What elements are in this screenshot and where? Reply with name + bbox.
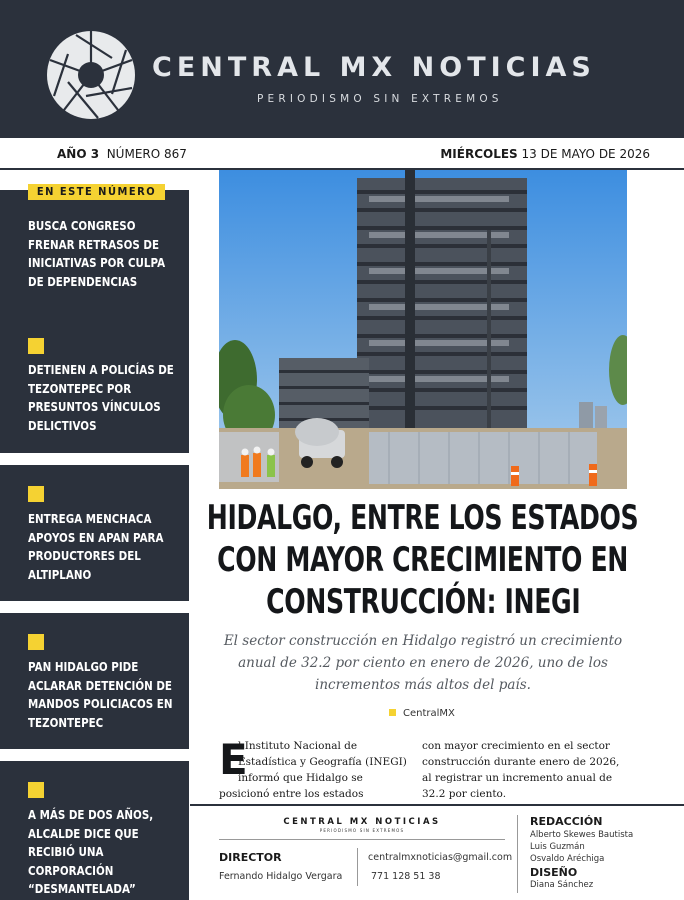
masthead — [0, 0, 684, 138]
headline — [130, 497, 684, 623]
sidebar-item-title: A MÁS DE DOS AÑOS, ALCALDE DICE QUE RECIBIÓ UNA CORPORACIÓN “DESMANTELADA” — [28, 808, 154, 896]
sidebar-item-title: DETIENEN A POLICÍAS DE TEZONTEPEC POR PRESUNTOS VÍNCULOS DELICTIVOS — [28, 363, 174, 433]
diseno-label: DISEÑO — [530, 866, 578, 879]
aperture-logo-icon — [46, 30, 136, 120]
construction-building-photo — [219, 170, 627, 489]
article-body-column-2: con mayor crecimiento en el sector construcción durante enero de 2026, al registrar un incremento anual de 32.2 por ciento. — [422, 740, 620, 800]
redaccion-label: REDACCIÓN — [530, 815, 603, 828]
bullet-square-icon — [28, 634, 44, 650]
sidebar-item[interactable] — [0, 317, 189, 453]
headline-line: CONSTRUCCIÓN: INEGI — [265, 582, 581, 622]
contact-phone[interactable]: 771 128 51 38 — [371, 871, 441, 882]
director-name: Fernando Hidalgo Vergara — [219, 871, 343, 882]
masthead-tagline: PERIODISMO SIN EXTREMOS — [257, 93, 503, 105]
redaccion-name: Luis Guzmán — [530, 842, 585, 852]
article-deck: El sector construcción en Hidalgo registró un crecimiento anual de 32.2 por ciento en enero de 2026, uno de los incrementos más altos del país. — [223, 633, 623, 693]
sidebar-item-title: PAN HIDALGO PIDE ACLARAR DETENCIÓN DE MANDOS POLICIACOS EN TEZONTEPEC — [28, 660, 173, 730]
contact-email[interactable]: centralmxnoticias@gmail.com — [368, 852, 513, 863]
footer-tagline: PERIODISMO SIN EXTREMOS — [319, 828, 405, 833]
footer-divider — [357, 848, 358, 886]
body-text: l Instituto Nacional de Estadística y Geografía (INEGI) informó que Hidalgo se posicionó entre los estados — [219, 740, 407, 800]
sidebar-section-label: EN ESTE NÚMERO — [28, 184, 165, 200]
issue-year: AÑO 3 — [57, 147, 100, 161]
sidebar-item-title: ENTREGA MENCHACA APOYOS EN APAN PARA PRODUCTORES DEL ALTIPLANO — [28, 512, 164, 582]
bullet-square-icon — [28, 486, 44, 502]
article-source — [389, 708, 455, 719]
issue-date-text: 13 DE MAYO DE 2026 — [521, 147, 650, 161]
bullet-square-icon — [389, 709, 396, 716]
sidebar-item[interactable] — [0, 190, 189, 326]
diseno-name: Diana Sánchez — [530, 880, 594, 890]
headline-line: HIDALGO, ENTRE LOS ESTADOS — [207, 498, 639, 538]
source-name: CentralMX — [403, 708, 455, 719]
issue-date — [440, 147, 650, 161]
issue-bar — [0, 138, 684, 170]
bullet-square-icon — [28, 338, 44, 354]
sidebar-item[interactable] — [0, 761, 189, 900]
issue-number: NÚMERO 867 — [106, 147, 187, 161]
footer-divider — [517, 815, 518, 893]
headline-line: CON MAYOR CRECIMIENTO EN — [217, 540, 629, 580]
dropcap: E — [219, 735, 248, 784]
bullet-square-icon — [28, 782, 44, 798]
footer-divider — [190, 804, 684, 806]
footer-brand: CENTRAL MX NOTICIAS — [283, 817, 441, 827]
director-label: DIRECTOR — [219, 851, 282, 864]
issue-info — [57, 147, 187, 161]
redaccion-name: Alberto Skewes Bautista — [530, 830, 634, 840]
sidebar-item-title: BUSCA CONGRESO FRENAR RETRASOS DE INICIATIVAS POR CULPA DE DEPENDENCIAS — [28, 219, 166, 289]
article-body-column-1 — [219, 735, 411, 802]
redaccion-name: Osvaldo Aréchiga — [530, 854, 605, 864]
masthead-brand: CENTRAL MX NOTICIAS — [152, 52, 596, 83]
footer-divider — [219, 839, 505, 840]
issue-weekday: MIÉRCOLES — [440, 147, 518, 161]
sidebar-item[interactable] — [0, 613, 189, 749]
